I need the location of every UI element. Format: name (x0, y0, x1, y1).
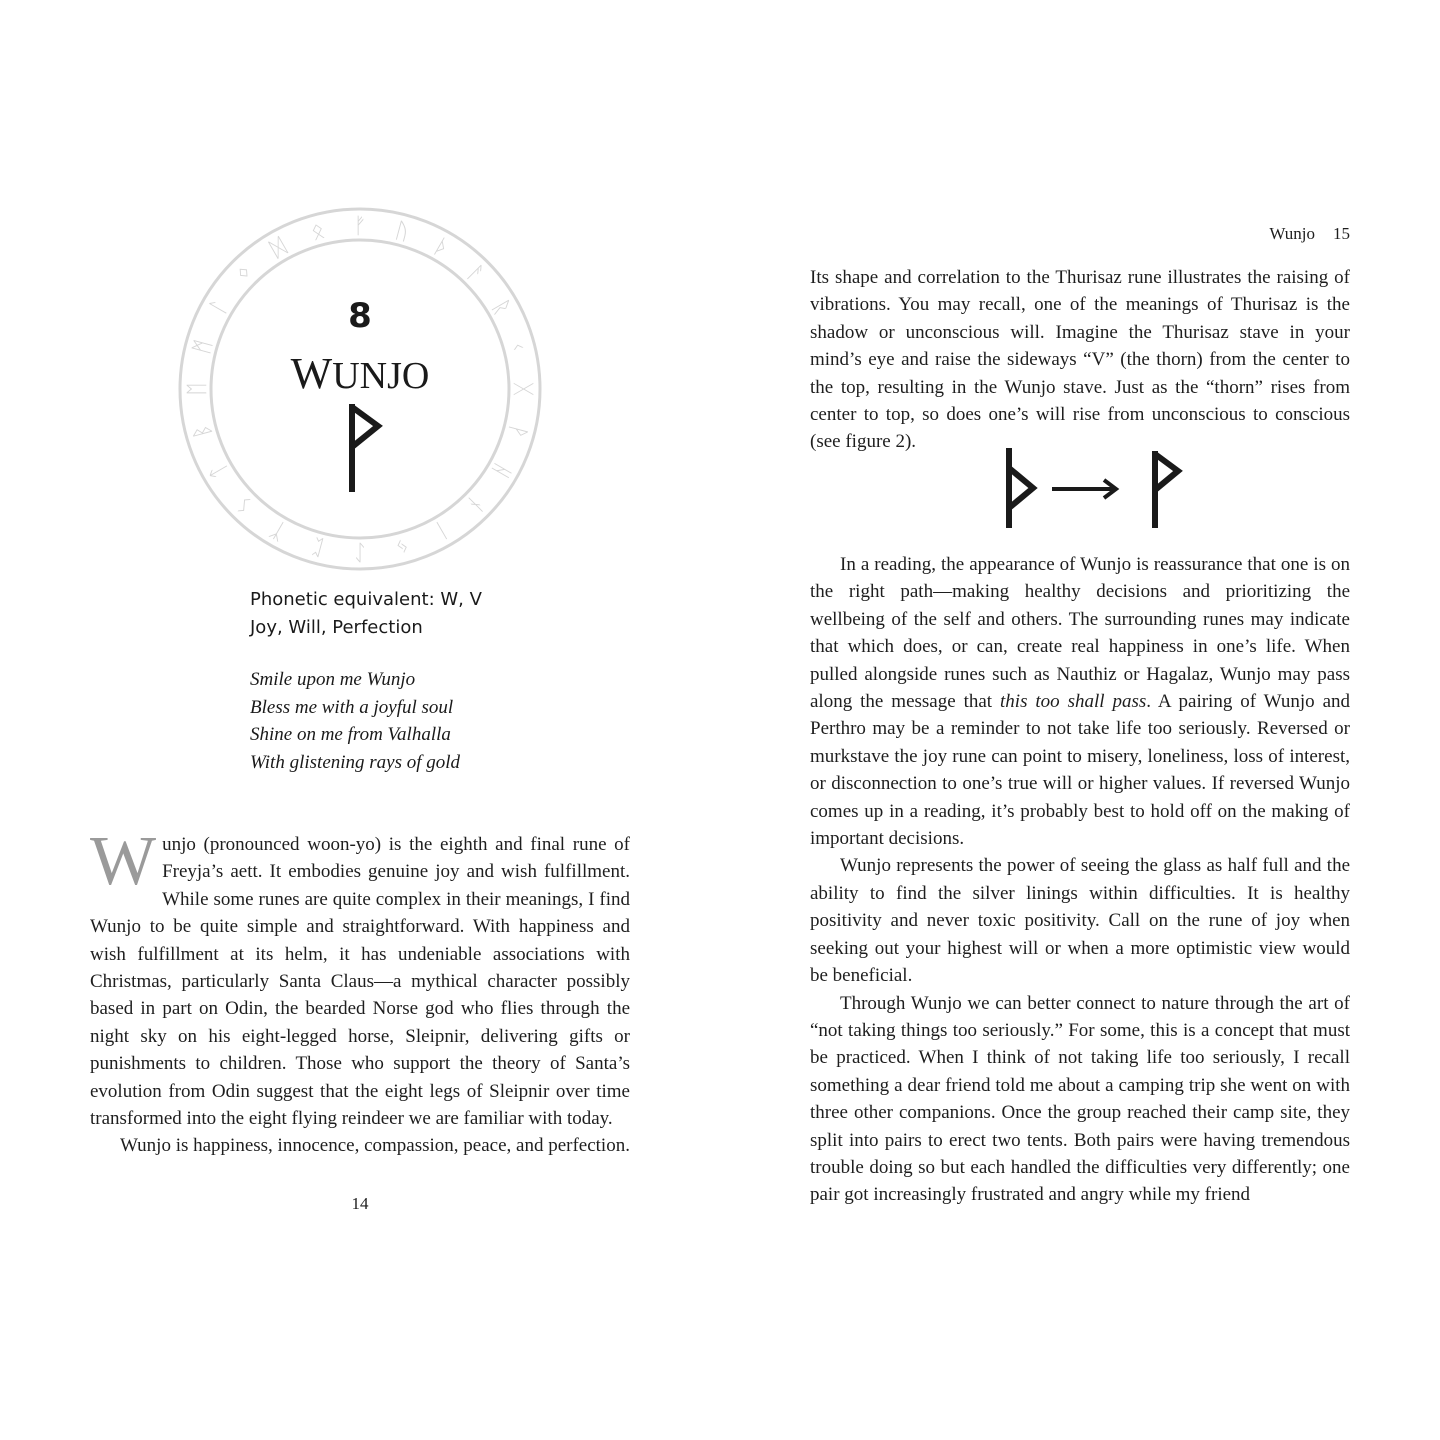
rune-keywords: Joy, Will, Perfection (250, 617, 423, 638)
right-body-bottom (810, 551, 1350, 1209)
italic-phrase: this too shall pass (1000, 691, 1147, 713)
wheel-rune-glyph: ᚱ (486, 295, 515, 320)
wheel-rune-glyph: ᛒ (189, 421, 217, 441)
poem-line: Smile upon me Wunjo (250, 669, 416, 690)
arrow-right-icon (1052, 480, 1116, 498)
wheel-rune-glyph: ᛇ (353, 539, 367, 564)
wheel-rune-glyph: ᛉ (266, 515, 291, 544)
running-head-title: Wunjo (1269, 224, 1315, 243)
running-head (1180, 224, 1350, 244)
thurisaz-to-wunjo-figure (1000, 446, 1190, 532)
thurisaz-rune-icon (1009, 448, 1033, 528)
rune-attributes (250, 586, 482, 642)
wheel-rune-glyph: ᛗ (189, 337, 217, 357)
wheel-rune-glyph: ᚹ (503, 421, 531, 441)
wheel-rune-glyph: ᛃ (392, 532, 412, 560)
poem-line: Bless me with a joyful soul (250, 696, 454, 718)
page-number-right: 15 (1333, 224, 1350, 243)
body-paragraph: Through Wunjo we can better connect to nature through the art of “not taking things too seriously.” For some, this is a concept that must be practiced. When I think of not taking life too seriously, I recall something a dear friend told me about a camping trip she went on with three other companions. Once the group reached their camp site, they split into pairs to erect two tents. Both pairs were having tremendous trouble doing so but each handled the difficulties very differently; one pair got increasingly frustrated and angry while my friend (810, 992, 1350, 1206)
wheel-rune-glyph: ᚺ (486, 458, 515, 483)
chapter-number: 8 (348, 296, 372, 336)
wheel-rune-glyph: ᛞ (266, 234, 291, 263)
chapter-title-rest: UNJO (332, 355, 430, 397)
body-paragraph (90, 823, 630, 1132)
body-paragraph: In a reading, the appearance of Wunjo is reassurance that one is on the right path—making healthy decisions and prioritizing the wellbeing of the self and others. The surrounding runes may indicate that which does, or can, create real happiness in one’s life. When pulled alongside runes such as Nauthiz or Hagalaz, Wunjo may pass along the message that this too shall pass. A pairing of Wunjo and Perthro may be a reminder to not take life too seriously. Reversed or murkstave the joy rune can point to misery, loneliness, loss of interest, or disconnection to one’s true will or higher values. If reversed Wunjo comes up in a reading, it’s probably best to hold off on the making of important decisions. (810, 554, 1350, 850)
wheel-rune-glyph: ᛚ (205, 295, 234, 320)
wheel-rune-glyph: ᚷ (510, 382, 535, 396)
left-body-text (90, 823, 630, 1160)
body-paragraph-text: unjo (pronounced woon-yo) is the eighth and final rune of Freyja’s aett. It embodies genuine joy and wish fulfillment. While some runes are quite complex in their meanings, I find Wunjo to be quite simple and straightforward. With happiness and wish fulfillment at its helm, it has undeniable associations with Christmas, particularly Santa Claus—a mythical character possibly based in part on Odin, the bearded Norse god who flies through the night sky on his eight-legged horse, Sleipnir, delivering gifts or punishments to children. Those who support the theory of Santa’s evolution from Odin suggest that the eight legs of Sleipnir over time transformed into the eight flying reindeer we are familiar with today. (90, 834, 630, 1130)
body-paragraph: Wunjo represents the power of seeing the glass as half full and the ability to find the silver linings within difficulties. It is healthy positivity and never toxic positivity. Call on the rune of joy when seeking out your highest will or when a more optimistic view would be beneficial. (810, 855, 1350, 987)
wheel-rune-glyph: ᚨ (461, 260, 489, 288)
wheel-rune-glyph: ᛏ (205, 458, 234, 483)
wheel-rune-glyph: ᛊ (231, 490, 259, 518)
page-number-left: 14 (351, 1194, 369, 1213)
wheel-rune-glyph: ᛁ (429, 515, 454, 544)
wheel-rune-glyph: ᛖ (185, 382, 210, 396)
wheel-rune-glyph: ᛈ (308, 532, 328, 560)
wheel-rune-glyph: ᚲ (503, 337, 531, 357)
phonetic-equivalent: Phonetic equivalent: W, V (250, 589, 482, 610)
wheel-rune-glyph: ᚠ (353, 214, 367, 239)
wunjo-rune-icon (345, 402, 385, 494)
wunjo-rune-icon-small (1155, 451, 1178, 528)
body-paragraph: Its shape and correlation to the Thurisaz rune illustrates the raising of vibrations. You may recall, one of the meanings of Thurisaz is the shadow or unconscious will. Imagine the Thurisaz stave in your mind’s eye and raise the sideways “V” (the thorn) from the center to the top, resulting in the Wunjo stave. Just as the “thorn” rises from center to top, so does one’s will rise from unconscious to conscious (see figure 2). (810, 267, 1350, 453)
wheel-rune-glyph: ᛜ (231, 260, 259, 288)
wheel-rune-glyph: ᚢ (392, 218, 412, 246)
right-body-top (810, 264, 1350, 456)
chapter-title (230, 348, 490, 399)
body-paragraph: Wunjo is happiness, innocence, compassion, peace, and perfection. (120, 1135, 630, 1157)
invocation-poem (250, 666, 460, 776)
chapter-title-initial: W (290, 349, 333, 398)
wheel-rune-glyph: ᛟ (308, 218, 328, 246)
poem-line: With glistening rays of gold (250, 751, 461, 773)
wheel-rune-glyph: ᚦ (429, 234, 454, 263)
wheel-rune-glyph: ᚾ (461, 490, 489, 518)
drop-cap: W (90, 823, 157, 900)
poem-line: Shine on me from Valhalla (250, 724, 451, 745)
